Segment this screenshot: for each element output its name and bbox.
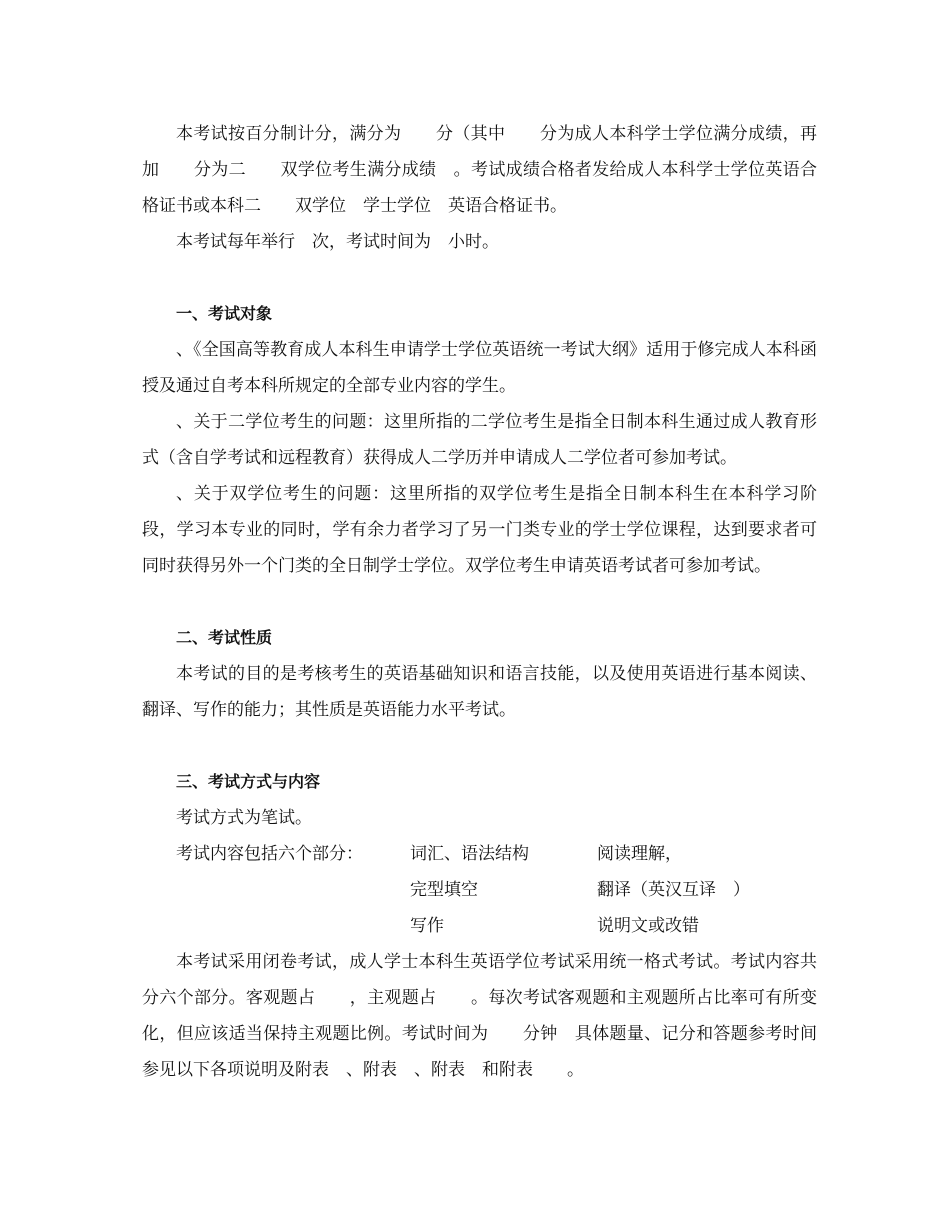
exam-content-parts-table [142, 836, 817, 944]
section-heading-exam-method: 三、考试方式与内容 [176, 772, 321, 791]
intro-paragraph-scoring: 本考试按百分制计分，满分为 分（其中 分为成人本科学士学位满分成绩，再加 分为二 双学位考生满分成绩 。考试成绩合格者发给成人本科学士学位英语合格证书或本科二 双学位 学士学位 英语合格证书。 [142, 124, 817, 216]
content-part-vocabulary-grammar: 词汇、语法结构 [410, 844, 529, 864]
exam-method-text: 考试方式为笔试。 [176, 808, 312, 828]
section1-item-1: 、《全国高等教育成人本科生申请学士学位英语统一考试大纲》适用于修完成人本科函授及通过自考本科所规定的全部专业内容的学生。 [142, 340, 817, 396]
content-part-reading: 阅读理解， [597, 844, 682, 864]
section2-paragraph: 本考试的目的是考核考生的英语基础知识和语言技能，以及使用英语进行基本阅读、翻译、写作的能力；其性质是英语能力水平考试。 [142, 664, 817, 720]
spacer [142, 584, 817, 620]
intro-paragraph-frequency: 本考试每年举行 次，考试时间为 小时。 [176, 232, 499, 252]
content-part-correction: 说明文或改错 [597, 916, 699, 936]
document-page [142, 116, 817, 1088]
section-heading-exam-target: 一、考试对象 [176, 304, 273, 323]
spacer [142, 260, 817, 296]
section1-item-2: 、关于二学位考生的问题：这里所指的二学位考生是指全日制本科生通过成人教育形式（含自学考试和远程教育）获得成人二学历并申请成人二学位者可参加考试。 [142, 412, 817, 468]
content-parts-label: 考试内容包括六个部分： [176, 844, 363, 864]
section1-item-3: 、关于双学位考生的问题：这里所指的双学位考生是指全日制本科生在本科学习阶段，学习本专业的同时，学有余力者学习了另一门类专业的学士学位课程，达到要求者可同时获得另外一个门类的全日制学士学位。双学位考生申请英语考试者可参加考试。 [142, 484, 817, 576]
spacer [142, 728, 817, 764]
content-part-translation: 翻译（英汉互译 ） [597, 880, 750, 900]
section3-paragraph: 本考试采用闭卷考试，成人学士本科生英语学位考试采用统一格式考试。考试内容共分六个部分。客观题占 ，主观题占 。每次考试客观题和主观题所占比率可有所变化，但应该适当保持主观题比例。考试时间为 分钟 具体题量、记分和答题参考时间参见以下各项说明及附表 、附表 、附表 和附表 。 [142, 952, 817, 1080]
content-part-writing: 写作 [410, 916, 444, 936]
content-part-cloze: 完型填空 [410, 880, 478, 900]
section-heading-exam-nature: 二、考试性质 [176, 628, 273, 647]
